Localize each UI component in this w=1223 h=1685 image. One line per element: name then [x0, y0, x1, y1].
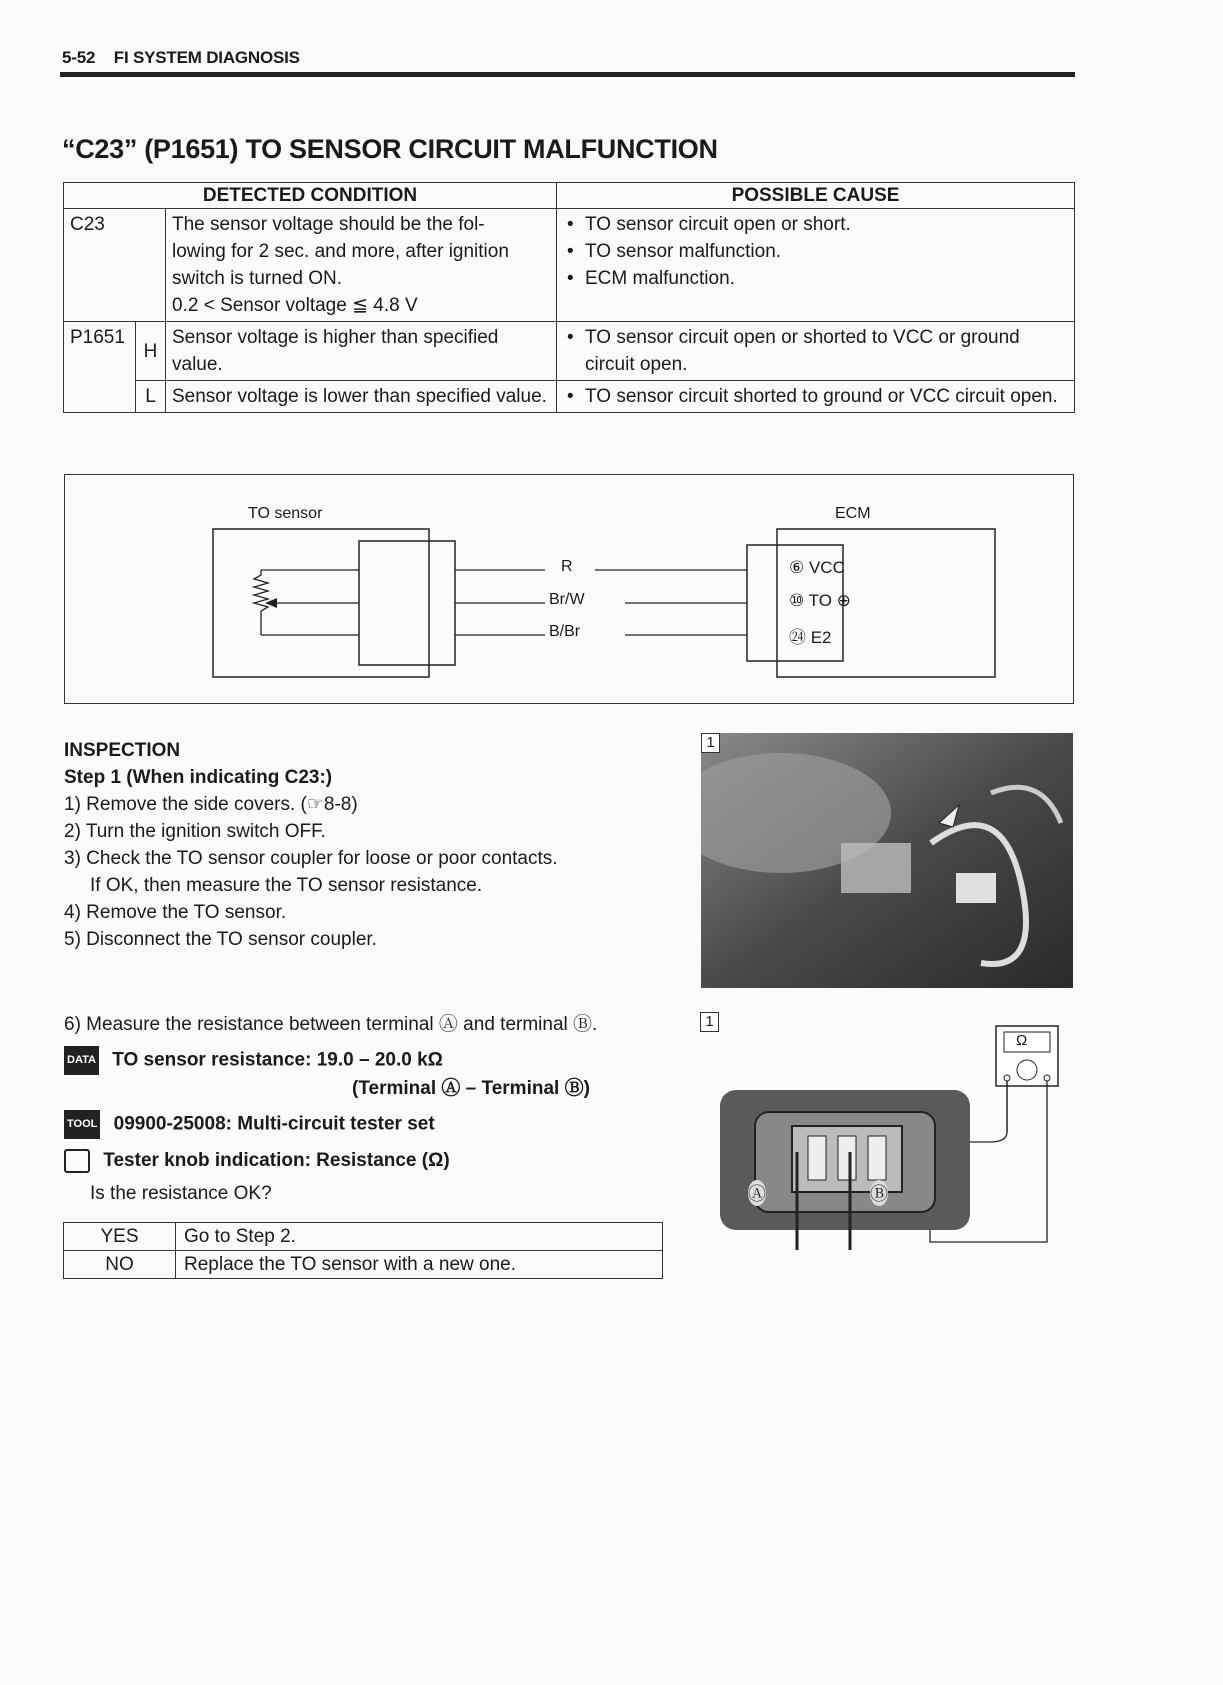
cause-item: • TO sensor circuit open or shorted to VCC or ground circuit open. [563, 324, 1068, 378]
data-icon: DATA [64, 1046, 99, 1075]
step-item: 6) Measure the resistance between terminal Ⓐ and terminal Ⓑ. [64, 1014, 598, 1035]
section-title: FI SYSTEM DIAGNOSIS [113, 48, 300, 67]
tool-spec [64, 1110, 597, 1139]
cause-item: • TO sensor circuit open or short. [563, 211, 1068, 238]
c23-causes [557, 209, 1075, 322]
circuit-wiring [65, 475, 1073, 703]
result-value: Go to Step 2. [176, 1223, 663, 1251]
measurement-illustration [700, 1012, 1080, 1262]
spec-resistance: TO sensor resistance: 19.0 – 20.0 kΩ [112, 1049, 443, 1071]
col-possible-cause: POSSIBLE CAUSE [557, 183, 1075, 209]
ecm-label: ECM [835, 505, 871, 522]
c23-condition-line: The sensor voltage should be the fol- [172, 214, 485, 235]
h-label: H [136, 322, 166, 381]
to-sensor-label: TO sensor [248, 505, 323, 522]
step-heading: Step 1 (When indicating C23:) [64, 767, 333, 788]
wire-bbr-label: B/Br [549, 623, 581, 640]
l-label: L [136, 381, 166, 413]
cause-item: • TO sensor malfunction. [563, 238, 1068, 265]
result-key: NO [64, 1251, 176, 1279]
circuit-diagram [64, 474, 1074, 704]
c23-condition-line: switch is turned ON. [172, 268, 342, 289]
table-row [64, 1251, 663, 1279]
table-row-c23 [64, 209, 1075, 322]
ecm-pin-vcc: ⑥ VCC [789, 558, 845, 577]
data-spec [64, 1046, 597, 1075]
sensor-location-photo [701, 733, 1073, 988]
ecm-pin-e2: ㉔ E2 [789, 628, 832, 647]
cause-item: • TO sensor circuit shorted to ground or VCC circuit open. [563, 383, 1068, 410]
page-header [62, 48, 314, 68]
terminal-a-label: Ⓐ [748, 1180, 766, 1206]
page-title: “C23” (P1651) TO SENSOR CIRCUIT MALFUNCTION [62, 134, 718, 164]
engine-photo-graphic [701, 733, 1073, 988]
inspection-section [64, 737, 704, 953]
photo-badge: 1 [701, 733, 720, 753]
l-cause [557, 381, 1075, 413]
dtc-table [63, 182, 1075, 413]
c23-condition [166, 209, 557, 322]
l-condition: Sensor voltage is lower than specified value. [166, 381, 557, 413]
step6-section [64, 1011, 597, 1207]
knob-spec [64, 1147, 597, 1174]
h-cause [557, 322, 1075, 381]
step-item: 5) Disconnect the TO sensor coupler. [64, 929, 377, 950]
step-item: 1) Remove the side covers. (☞8-8) [64, 794, 358, 815]
result-key: YES [64, 1223, 176, 1251]
code-p1651: P1651 [64, 322, 136, 413]
page-number: 5-52 [62, 48, 96, 67]
wire-brw-label: Br/W [549, 591, 585, 608]
ohm-symbol: Ω [1016, 1032, 1028, 1049]
c23-condition-line: 0.2 < Sensor voltage ≦ 4.8 V [172, 295, 418, 316]
spec-terminals: (Terminal Ⓐ – Terminal Ⓑ) [352, 1078, 590, 1099]
header-rule [60, 72, 1075, 77]
table-row [64, 1223, 663, 1251]
cause-item: • ECM malfunction. [563, 265, 1068, 292]
tool-icon: TOOL [64, 1110, 100, 1139]
c23-condition-line: lowing for 2 sec. and more, after ignition [172, 241, 509, 262]
result-value: Replace the TO sensor with a new one. [176, 1251, 663, 1279]
step-item: 2) Turn the ignition switch OFF. [64, 821, 326, 842]
coupler-tester-drawing [700, 1012, 1080, 1262]
knob-indication: Tester knob indication: Resistance (Ω) [103, 1150, 450, 1171]
ecm-pin-to: ⑩ TO ⊕ [789, 591, 851, 610]
inspection-heading: INSPECTION [64, 740, 181, 761]
step-item: 3) Check the TO sensor coupler for loose or poor contacts. [64, 848, 558, 869]
step-item: 4) Remove the TO sensor. [64, 902, 287, 923]
code-c23: C23 [64, 209, 166, 322]
question: Is the resistance OK? [90, 1183, 272, 1204]
result-table [63, 1222, 663, 1279]
wire-r-label: R [561, 558, 573, 575]
terminal-b-label: Ⓑ [870, 1180, 888, 1206]
tool-name: 09900-25008: Multi-circuit tester set [113, 1113, 435, 1135]
h-condition: Sensor voltage is higher than specified value. [166, 322, 557, 381]
table-header-row [64, 183, 1075, 209]
step-item: If OK, then measure the TO sensor resistance. [90, 875, 483, 896]
table-row-p1651-h [64, 322, 1075, 381]
illustration-badge: 1 [700, 1012, 719, 1032]
col-detected-condition: DETECTED CONDITION [64, 183, 557, 209]
table-row-p1651-l [64, 381, 1075, 413]
tester-icon [64, 1149, 90, 1173]
